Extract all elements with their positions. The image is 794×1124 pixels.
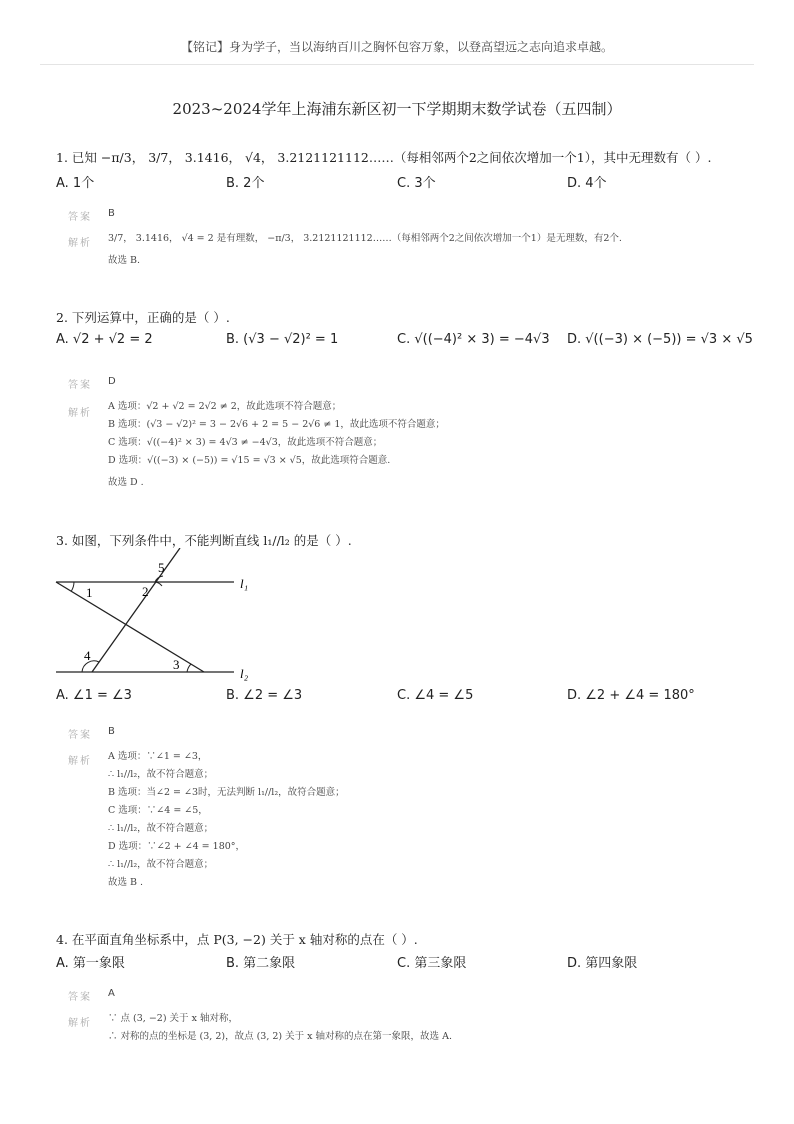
question-3-stem: 3. 如图，下列条件中，不能判断直线 l₁//l₂ 的是（ ）.: [56, 533, 352, 548]
page-motto: 【铭记】身为学子，当以海纳百川之胸怀包容万象，以登高望远之志向追求卓越。: [180, 40, 613, 54]
question-3-solution-line: 故选 B .: [108, 877, 144, 888]
question-4-analysis-label: 解析: [68, 1018, 92, 1029]
question-2-stem: 2. 下列运算中，正确的是（ ）.: [56, 310, 230, 325]
transversal-line-b: [92, 548, 180, 672]
line-l2-label: l₂: [240, 666, 249, 681]
question-4-stem: 4. 在平面直角坐标系中，点 P(3, −2) 关于 x 轴对称的点在（ ）.: [56, 932, 418, 947]
transversal-line-a: [56, 582, 204, 672]
question-4-option-b: B. 第二象限: [226, 956, 296, 971]
question-1-stem: 1. 已知 −π/3， 3/7， 3.1416， √4， 3.2121121112……（每相邻两个2之间依次增加一个1），其中无理数有（ ）.: [56, 150, 712, 165]
header-divider: [40, 64, 754, 65]
question-4-answer-label: 答案: [68, 992, 92, 1003]
question-2-solution-line: 故选 D .: [108, 477, 144, 488]
line-l1-label: l₁: [240, 576, 249, 591]
question-1-option-d: D. 4个: [567, 176, 607, 191]
angle-2-label: 2: [142, 584, 149, 599]
question-1-solution-line: 故选 B.: [108, 255, 141, 266]
question-4-solution-line: ∵ 点 (3, −2) 关于 x 轴对称，: [108, 1013, 238, 1024]
question-3-option-d: D. ∠2 + ∠4 = 180°: [567, 688, 695, 703]
angle-1-arc: [71, 582, 74, 591]
question-1-solution-line: 3/7， 3.1416， √4 = 2 是有理数， −π/3， 3.2121121112……（每相邻两个2之间依次增加一个1）是无理数，有2个.: [108, 233, 622, 244]
question-3-answer-label: 答案: [68, 730, 92, 741]
question-3-analysis-label: 解析: [68, 756, 92, 767]
question-2-solution-line: B 选项：(√3 − √2)² = 3 − 2√6 + 2 = 5 − 2√6 ≠ 1，故此选项不符合题意；: [108, 419, 445, 430]
question-4-option-d: D. 第四象限: [567, 956, 638, 971]
question-3-solution-line: D 选项：∵∠2 + ∠4 = 180°，: [108, 841, 246, 852]
question-2-option-d: D. √((−3) × (−5)) = √3 × √5: [567, 332, 753, 347]
question-3-solution-line: ∴ l₁//l₂，故不符合题意；: [108, 859, 214, 870]
question-3-option-a: A. ∠1 = ∠3: [56, 688, 132, 703]
question-2-option-c: C. √((−4)² × 3) = −4√3: [397, 332, 550, 347]
question-3-solution-line: ∴ l₁//l₂，故不符合题意；: [108, 823, 214, 834]
question-3-solution-line: ∴ l₁//l₂，故不符合题意；: [108, 769, 214, 780]
question-2-answer: D: [108, 376, 116, 387]
question-1-option-a: A. 1个: [56, 176, 95, 191]
angle-1-label: 1: [86, 585, 93, 600]
question-2-solution-line: C 选项：√((−4)² × 3) = 4√3 ≠ −4√3，故此选项不符合题意；: [108, 437, 383, 448]
question-2-option-a: A. √2 + √2 = 2: [56, 332, 153, 347]
question-2-analysis-label: 解析: [68, 408, 92, 419]
question-1-answer: B: [108, 208, 115, 219]
angle-3-arc: [187, 664, 191, 672]
question-3-solution-line: C 选项：∵∠4 = ∠5，: [108, 805, 208, 816]
angle-4-label: 4: [84, 648, 91, 663]
exam-title: 2023~2024学年上海浦东新区初一下学期期末数学试卷（五四制）: [172, 100, 622, 118]
question-4-option-a: A. 第一象限: [56, 956, 125, 971]
question-3-option-b: B. ∠2 = ∠3: [226, 688, 303, 703]
question-1-option-c: C. 3个: [397, 176, 436, 191]
parallel-lines-figure: [54, 548, 264, 684]
question-2-solution-line: D 选项：√((−3) × (−5)) = √15 = √3 × √5，故此选项符合题意.: [108, 455, 391, 466]
angle-3-label: 3: [173, 657, 180, 672]
question-2-answer-label: 答案: [68, 380, 92, 391]
question-3-solution-line: B 选项：当∠2 = ∠3时，无法判断 l₁//l₂，故符合题意；: [108, 787, 345, 798]
question-3-solution-line: A 选项：∵∠1 = ∠3，: [108, 751, 208, 762]
question-3-option-c: C. ∠4 = ∠5: [397, 688, 474, 703]
question-4-answer: A: [108, 988, 115, 999]
angle-5-label: 5: [158, 560, 165, 575]
question-1-answer-label: 答案: [68, 212, 92, 223]
question-4-option-c: C. 第三象限: [397, 956, 467, 971]
question-1-analysis-label: 解析: [68, 238, 92, 249]
question-3-answer: B: [108, 726, 115, 737]
question-1-option-b: B. 2个: [226, 176, 265, 191]
question-2-option-b: B. (√3 − √2)² = 1: [226, 332, 339, 347]
question-4-solution-line: ∴ 对称的点的坐标是 (3, 2)，故点 (3, 2) 关于 x 轴对称的点在第一象限，故选 A.: [108, 1031, 452, 1042]
question-2-solution-line: A 选项：√2 + √2 = 2√2 ≠ 2，故此选项不符合题意；: [108, 401, 342, 412]
